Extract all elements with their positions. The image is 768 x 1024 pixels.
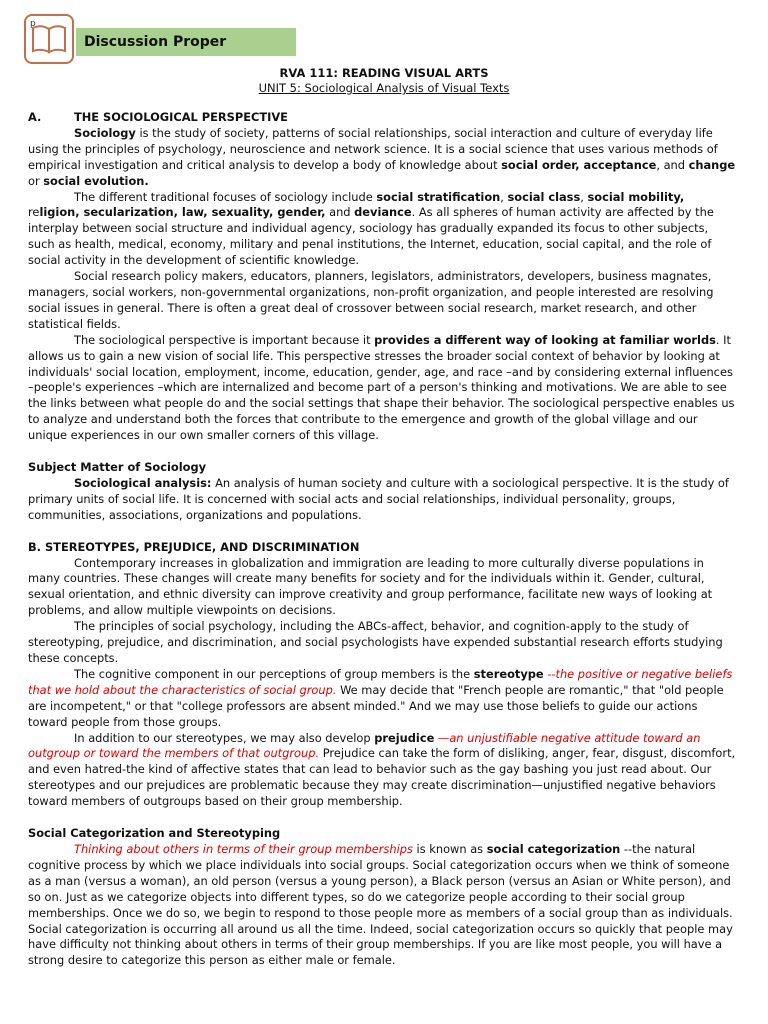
paragraph-sociology-definition	[28, 126, 738, 190]
paragraph-perspective-importance	[28, 333, 738, 444]
document-title	[0, 66, 768, 96]
stereotype-definition: --the positive or negative beliefs that we hold about the characteristics of social group.	[28, 666, 733, 697]
course-title: RVA 111: READING VISUAL ARTS	[279, 66, 489, 80]
text: re	[28, 205, 40, 220]
paragraph-social-categorization	[28, 842, 738, 969]
text: . It allows us to gain a new vision of social life. This perspective stresses the broader social context of behavior by looking at individuals' social location, employment, income, education, gender, age, and race –and by considering external influences –people's experiences –which are internalized and become part of a person's thinking and motivations. We are able to see the links between what people do and the social settings that shape their behavior. The sociological perspective enables us to analyze and understand both the forces that contribute to the emergence and growth of the global village and our unique experiences in our own smaller corners of this village.	[28, 332, 735, 443]
term-deviance: deviance	[354, 205, 412, 220]
term-change: change	[688, 157, 736, 172]
term-social-evolution: social evolution.	[43, 173, 149, 188]
spacer	[28, 810, 738, 826]
text: , and	[656, 157, 689, 172]
subject-matter-heading: Subject Matter of Sociology	[28, 460, 207, 475]
text: . As all spheres of human activity are affected by the interplay between social structure and individual agency, sociology has gradually expanded its focus to other subjects, such as health, medical, economy, military and penal institutions, the Internet, education, social capital, and the role of social activity in the development of scientific knowledge.	[28, 205, 714, 268]
paragraph-prejudice	[28, 731, 738, 811]
unit-title: UNIT 5: Sociological Analysis of Visual Texts	[258, 81, 510, 95]
paragraph-social-research: Social research policy makers, educators, planners, legislators, administrators, developers, business magnates, managers, social workers, non-governmental organizations, non-profit organization, and people interested are resolving social issues in general. There is often a great deal of crossover between social research, market research, and other statistical fields.	[28, 269, 714, 331]
header	[24, 14, 284, 68]
paragraph-sociological-analysis	[28, 476, 738, 524]
section-a-letter: A.	[28, 110, 42, 124]
paragraph-traditional-focuses	[28, 190, 738, 270]
section-a-title: THE SOCIOLOGICAL PERSPECTIVE	[74, 110, 288, 124]
spacer	[28, 524, 738, 540]
paragraph-abcs: The principles of social psychology, including the ABCs-affect, behavior, and cognition-apply to the study of stereotyping, prejudice, and discrimination, and social psychologists have expended substantial research efforts studying these concepts.	[28, 619, 723, 665]
text: --the natural cognitive process by which we place individuals into social groups. Social categorization occurs when we think of someone as a man (versus a woman), an old person (versus a young person), a Black person (versus an Asian or White person), and so on. Just as we categorize objects into different types, so do we categorize people according to their social group memberships. Once we do so, we begin to respond to those people more as members of a social group than as individuals. Social categorization is occurring all around us all the time. Indeed, social categorization occurs so quickly that people may have difficulty not thinking about others in terms of their group memberships. If you are like most people, you will have a strong desire to categorize this person as either male or female.	[28, 841, 733, 968]
spacer	[28, 444, 738, 460]
section-b-heading: B. STEREOTYPES, PREJUDICE, AND DISCRIMINATION	[28, 539, 360, 554]
term-stratification: social stratification	[376, 189, 501, 204]
discussion-proper-banner: Discussion Proper	[76, 28, 296, 56]
text: and	[325, 205, 355, 220]
term-religion-etc: ligion, secularization, law, sexuality, gender,	[39, 205, 326, 220]
text: Prejudice can take the form of disliking, anger, fear, disgust, discomfort, and even hatred-the kind of affective states that can lead to behavior such as the gay bashing you just read about. Our stereotypes and our prejudices are problematic because they may create discrimination—unjustified negative behaviors toward members of outgroups based on their group membership.	[28, 746, 736, 809]
prejudice-definition: —an unjustifiable negative attitude toward an outgroup or toward the members of that outgroup.	[28, 730, 701, 761]
categorization-definition: Thinking about others in terms of their group memberships	[74, 841, 413, 856]
term-different-way: provides a different way of looking at familiar worlds	[374, 332, 716, 347]
text: We may decide that "French people are romantic," that "old people are incompetent," or that "college professors are absent minded." And we may use those beliefs to guide our actions toward people from those groups.	[28, 682, 724, 729]
text: The cognitive component in our perceptions of group members is the	[74, 666, 474, 681]
text: In addition to our stereotypes, we may also develop	[74, 730, 375, 745]
text: or	[28, 173, 44, 188]
text: is known as	[412, 841, 487, 856]
term-social-mobility: social mobility,	[587, 189, 685, 204]
text: An analysis of human society and culture with a sociological perspective. It is the study of primary units of social life. It is concerned with social acts and social relationships, individual personality, groups, communities, associations, organizations and populations.	[28, 475, 729, 522]
social-categorization-heading: Social Categorization and Stereotyping	[28, 826, 281, 841]
term-social-categorization: social categorization	[486, 841, 621, 856]
term-stereotype: stereotype	[473, 666, 544, 681]
book-logo-icon	[24, 14, 74, 64]
section-a-heading	[28, 110, 738, 126]
text: ,	[580, 189, 588, 204]
term-social-order: social order, acceptance	[501, 157, 657, 172]
text: is the study of society, patterns of social relationships, social interaction and culture of everyday life using the principles of psychology, neuroscience and network science. It is a social science that uses various methods of empirical investigation and critical analysis to develop a body of knowledge about	[28, 125, 718, 172]
term-sociological-analysis: Sociological analysis:	[74, 475, 212, 490]
text: The different traditional focuses of sociology include	[74, 189, 377, 204]
term-prejudice: prejudice	[374, 730, 435, 745]
paragraph-globalization: Contemporary increases in globalization and immigration are leading to more culturally diverse populations in many countries. These changes will create many benefits for society and for the individuals within it. Gender, cultural, sexual orientation, and ethnic diversity can improve creativity and group performance, facilitate new ways of looking at problems, and allow multiple viewpoints on decisions.	[28, 555, 713, 618]
paragraph-stereotype	[28, 667, 738, 731]
text: The sociological perspective is important because it	[74, 332, 375, 347]
text: ,	[500, 189, 508, 204]
logo-letter: p	[30, 19, 36, 29]
document-body	[28, 110, 738, 969]
term-sociology: Sociology	[74, 125, 136, 140]
term-social-class: social class	[507, 189, 581, 204]
